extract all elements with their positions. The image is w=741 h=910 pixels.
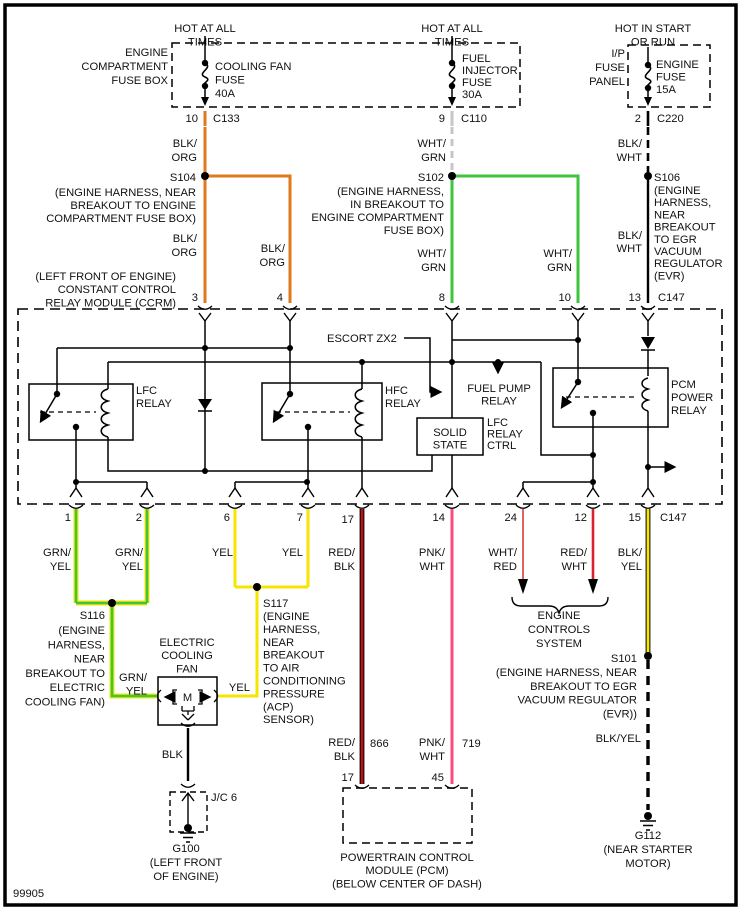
s101-label: S101 — [610, 653, 637, 665]
s117-desc: (ENGINE HARNESS, NEAR BREAKOUT TO AIR CONDITIONING PRESSURE (ACP) SENSOR) — [263, 611, 346, 727]
engine-fuse-icon — [645, 62, 651, 91]
blk-org-label-3: BLK/ ORG — [259, 243, 285, 269]
pin-8: 8 — [438, 292, 445, 304]
g100-ground-icon — [180, 824, 196, 842]
pin-2b: 2 — [135, 512, 142, 524]
pin-glyph — [516, 488, 530, 508]
g112-desc: (NEAR STARTER MOTOR) — [603, 844, 693, 870]
g112-ground-icon — [640, 812, 656, 830]
pcm-label: POWERTRAIN CONTROL MODULE (PCM) (BELOW CENTER OF DASH) — [332, 852, 482, 891]
pin-10t: 10 — [558, 292, 571, 304]
yel-label-2: YEL — [281, 547, 303, 559]
circuit-866-label: 866 — [370, 738, 389, 750]
blk-yel-label: BLK/ YEL — [617, 547, 642, 573]
pin-glyph — [69, 488, 83, 508]
pin-3: 3 — [191, 292, 198, 304]
blk-org-label-1: BLK/ ORG — [171, 138, 197, 164]
pin-glyph — [641, 488, 655, 508]
splice-section — [35, 127, 722, 309]
pin-1: 1 — [64, 512, 71, 524]
s117-label: S117 — [263, 598, 289, 610]
s101-desc: (ENGINE HARNESS, NEAR BREAKOUT TO EGR VACUUM REGULATOR (EVR)) — [495, 667, 637, 721]
blk-org-label-2: BLK/ ORG — [171, 233, 197, 259]
pin-9-label: 9 — [438, 113, 445, 125]
jc6-internal-wire — [182, 793, 194, 824]
engine-controls-system-label: ENGINE CONTROLS SYSTEM — [527, 610, 591, 650]
grn-yel-label-2: GRN/ YEL — [115, 547, 143, 573]
fuel-pump-relay-label: FUEL PUMP RELAY — [467, 383, 531, 408]
s101-splice-dot — [644, 652, 652, 660]
pin-glyph — [445, 488, 459, 508]
hot-label-3: HOT IN START OR RUN — [614, 23, 692, 49]
blk-yel-inline-label: BLK/YEL — [595, 733, 641, 745]
wht-red-label: WHT/ RED — [488, 547, 517, 573]
g112-label: G112 — [634, 830, 662, 842]
s104-splice-dot — [201, 172, 209, 180]
engine-controls-arrow-icons — [518, 579, 598, 594]
hot-label-1: HOT AT ALL TIMES — [174, 23, 236, 49]
pcm-diode-icon — [641, 337, 655, 349]
pin-2-label: 2 — [634, 113, 641, 125]
pcm-pin17-label: 17 — [341, 772, 354, 784]
red-wht-label: RED/ WHT — [560, 547, 587, 573]
electric-cooling-fan-label: ELECTRIC COOLING FAN — [159, 637, 215, 676]
fuel-injector-fuse-label: FUEL INJECTOR FUSE 30A — [462, 53, 518, 101]
wht-grn-label-3: WHT/ GRN — [543, 248, 572, 274]
yel-label-1: YEL — [211, 547, 233, 559]
pin-13: 13 — [628, 292, 641, 304]
blk-label: BLK — [161, 749, 183, 761]
blk-wht-label-2: BLK/ WHT — [616, 230, 642, 255]
lfc-diode-icon — [198, 399, 212, 410]
wht-grn-wire-green — [452, 173, 578, 303]
s102-splice-dot — [448, 172, 456, 180]
hot-label-2: HOT AT ALL TIMES — [421, 23, 483, 49]
pnk-wht-label-2: PNK/ WHT — [418, 737, 445, 763]
pin-glyph — [301, 488, 315, 508]
g100-label: G100 — [172, 843, 200, 855]
lfc-relay-label: LFC RELAY — [136, 385, 172, 410]
pin-12: 12 — [574, 512, 587, 524]
red-blk-label-2: RED/ BLK — [328, 737, 355, 763]
s106-label: S106 — [654, 172, 681, 184]
jc6-connector — [181, 784, 195, 787]
pin-15: 15 — [628, 512, 641, 524]
pin-14: 14 — [432, 512, 445, 524]
lfc-switch-arm — [41, 394, 57, 421]
pcm-coil-icon — [642, 378, 648, 411]
c220-label: C220 — [657, 113, 684, 125]
solid-state-label: SOLID STATE — [432, 427, 468, 452]
grn-yel-label-1: GRN/ YEL — [43, 547, 71, 573]
pin-glyph — [355, 488, 369, 508]
s106-splice-dot — [644, 172, 652, 180]
hfc-relay-label: HFC RELAY — [385, 385, 421, 410]
lower-section — [25, 509, 693, 890]
junction-dots — [54, 337, 651, 485]
fan-ground-lead-icon — [182, 706, 194, 720]
s116-label: S116 — [79, 610, 105, 622]
ccrm-location-label: (LEFT FRONT OF ENGINE) CONSTANT CONTROL RELAY MODULE (CCRM) — [35, 271, 176, 310]
ip-panel-label: I/P FUSE PANEL — [589, 48, 625, 88]
pcm-switch-arm — [562, 382, 578, 407]
fuel-injector-fuse-icon — [449, 60, 455, 89]
cooling-fan-fuse-icon — [202, 60, 208, 89]
s117-splice-dot — [253, 583, 261, 591]
g100-desc: (LEFT FRONT OF ENGINE) — [149, 857, 223, 883]
jc6-label: J/C 6 — [211, 792, 238, 804]
fuse-box-label: ENGINE COMPARTMENT FUSE BOX — [81, 47, 168, 87]
red-blk-label-1: RED/ BLK — [328, 547, 355, 573]
pcm-pin45-label: 45 — [431, 772, 444, 784]
c147-top-label: C147 — [658, 292, 685, 304]
s104-desc: (ENGINE HARNESS, NEAR BREAKOUT TO ENGINE COMPARTMENT FUSE BOX) — [46, 187, 196, 225]
lfc-coil-icon — [101, 389, 108, 437]
pin-10-label: 10 — [185, 113, 198, 125]
wht-grn-label-1: WHT/ GRN — [417, 138, 446, 164]
grn-yel-label-3: GRN/ YEL — [119, 672, 147, 698]
s102-label: S102 — [417, 172, 444, 184]
circuit-719-label: 719 — [462, 738, 481, 750]
pin-glyph — [140, 488, 154, 508]
s116-splice-dot — [108, 599, 116, 607]
power-section — [81, 23, 710, 126]
yel-label-3: YEL — [228, 682, 250, 694]
pin-glyph — [198, 306, 212, 321]
pcm-power-relay-label: PCM POWER RELAY — [671, 379, 714, 417]
motor-label: M — [182, 692, 193, 704]
pin-24: 24 — [504, 512, 517, 524]
wht-grn-label-2: WHT/ GRN — [417, 248, 446, 274]
down-arrow-icons — [201, 97, 652, 106]
ccrm-module — [18, 292, 722, 526]
pnk-wht-label-1: PNK/ WHT — [418, 547, 445, 573]
pin-glyph — [228, 488, 242, 508]
c147-bottom-label: C147 — [660, 512, 687, 524]
cooling-fan-fuse-label: COOLING FAN FUSE 40A — [215, 61, 292, 100]
escort-label: ESCORT ZX2 — [327, 333, 397, 345]
hfc-coil-icon — [355, 389, 362, 437]
s116-desc: (ENGINE HARNESS, NEAR BREAKOUT TO ELECTRIC COOLING FAN) — [24, 625, 105, 709]
blk-org-wire — [205, 127, 290, 303]
s106-desc: (ENGINE HARNESS, NEAR BREAKOUT TO EGR VACUUM REGULATOR (EVR) — [654, 185, 723, 283]
pin-4: 4 — [276, 292, 283, 304]
s104-label: S104 — [169, 172, 196, 184]
fuse-stubs — [205, 89, 648, 97]
pin-6: 6 — [223, 512, 230, 524]
page-code: 99905 — [13, 888, 45, 900]
c110-label: C110 — [461, 113, 487, 125]
pin-glyph — [586, 488, 600, 508]
pin-17: 17 — [341, 514, 354, 526]
pin-7: 7 — [296, 512, 303, 524]
pcm-box — [343, 788, 472, 843]
escort-pointer — [404, 338, 440, 392]
engine-fuse-label: ENGINE FUSE 15A — [656, 59, 699, 96]
lfc-relay-ctrl-label: LFC RELAY CTRL — [487, 417, 523, 452]
hfc-switch-arm — [274, 394, 290, 421]
c133-label: C133 — [213, 113, 240, 125]
s102-desc: (ENGINE HARNESS, IN BREAKOUT TO ENGINE COMPARTMENT FUSE BOX) — [311, 186, 444, 237]
blk-wht-label-1: BLK/ WHT — [616, 138, 642, 164]
